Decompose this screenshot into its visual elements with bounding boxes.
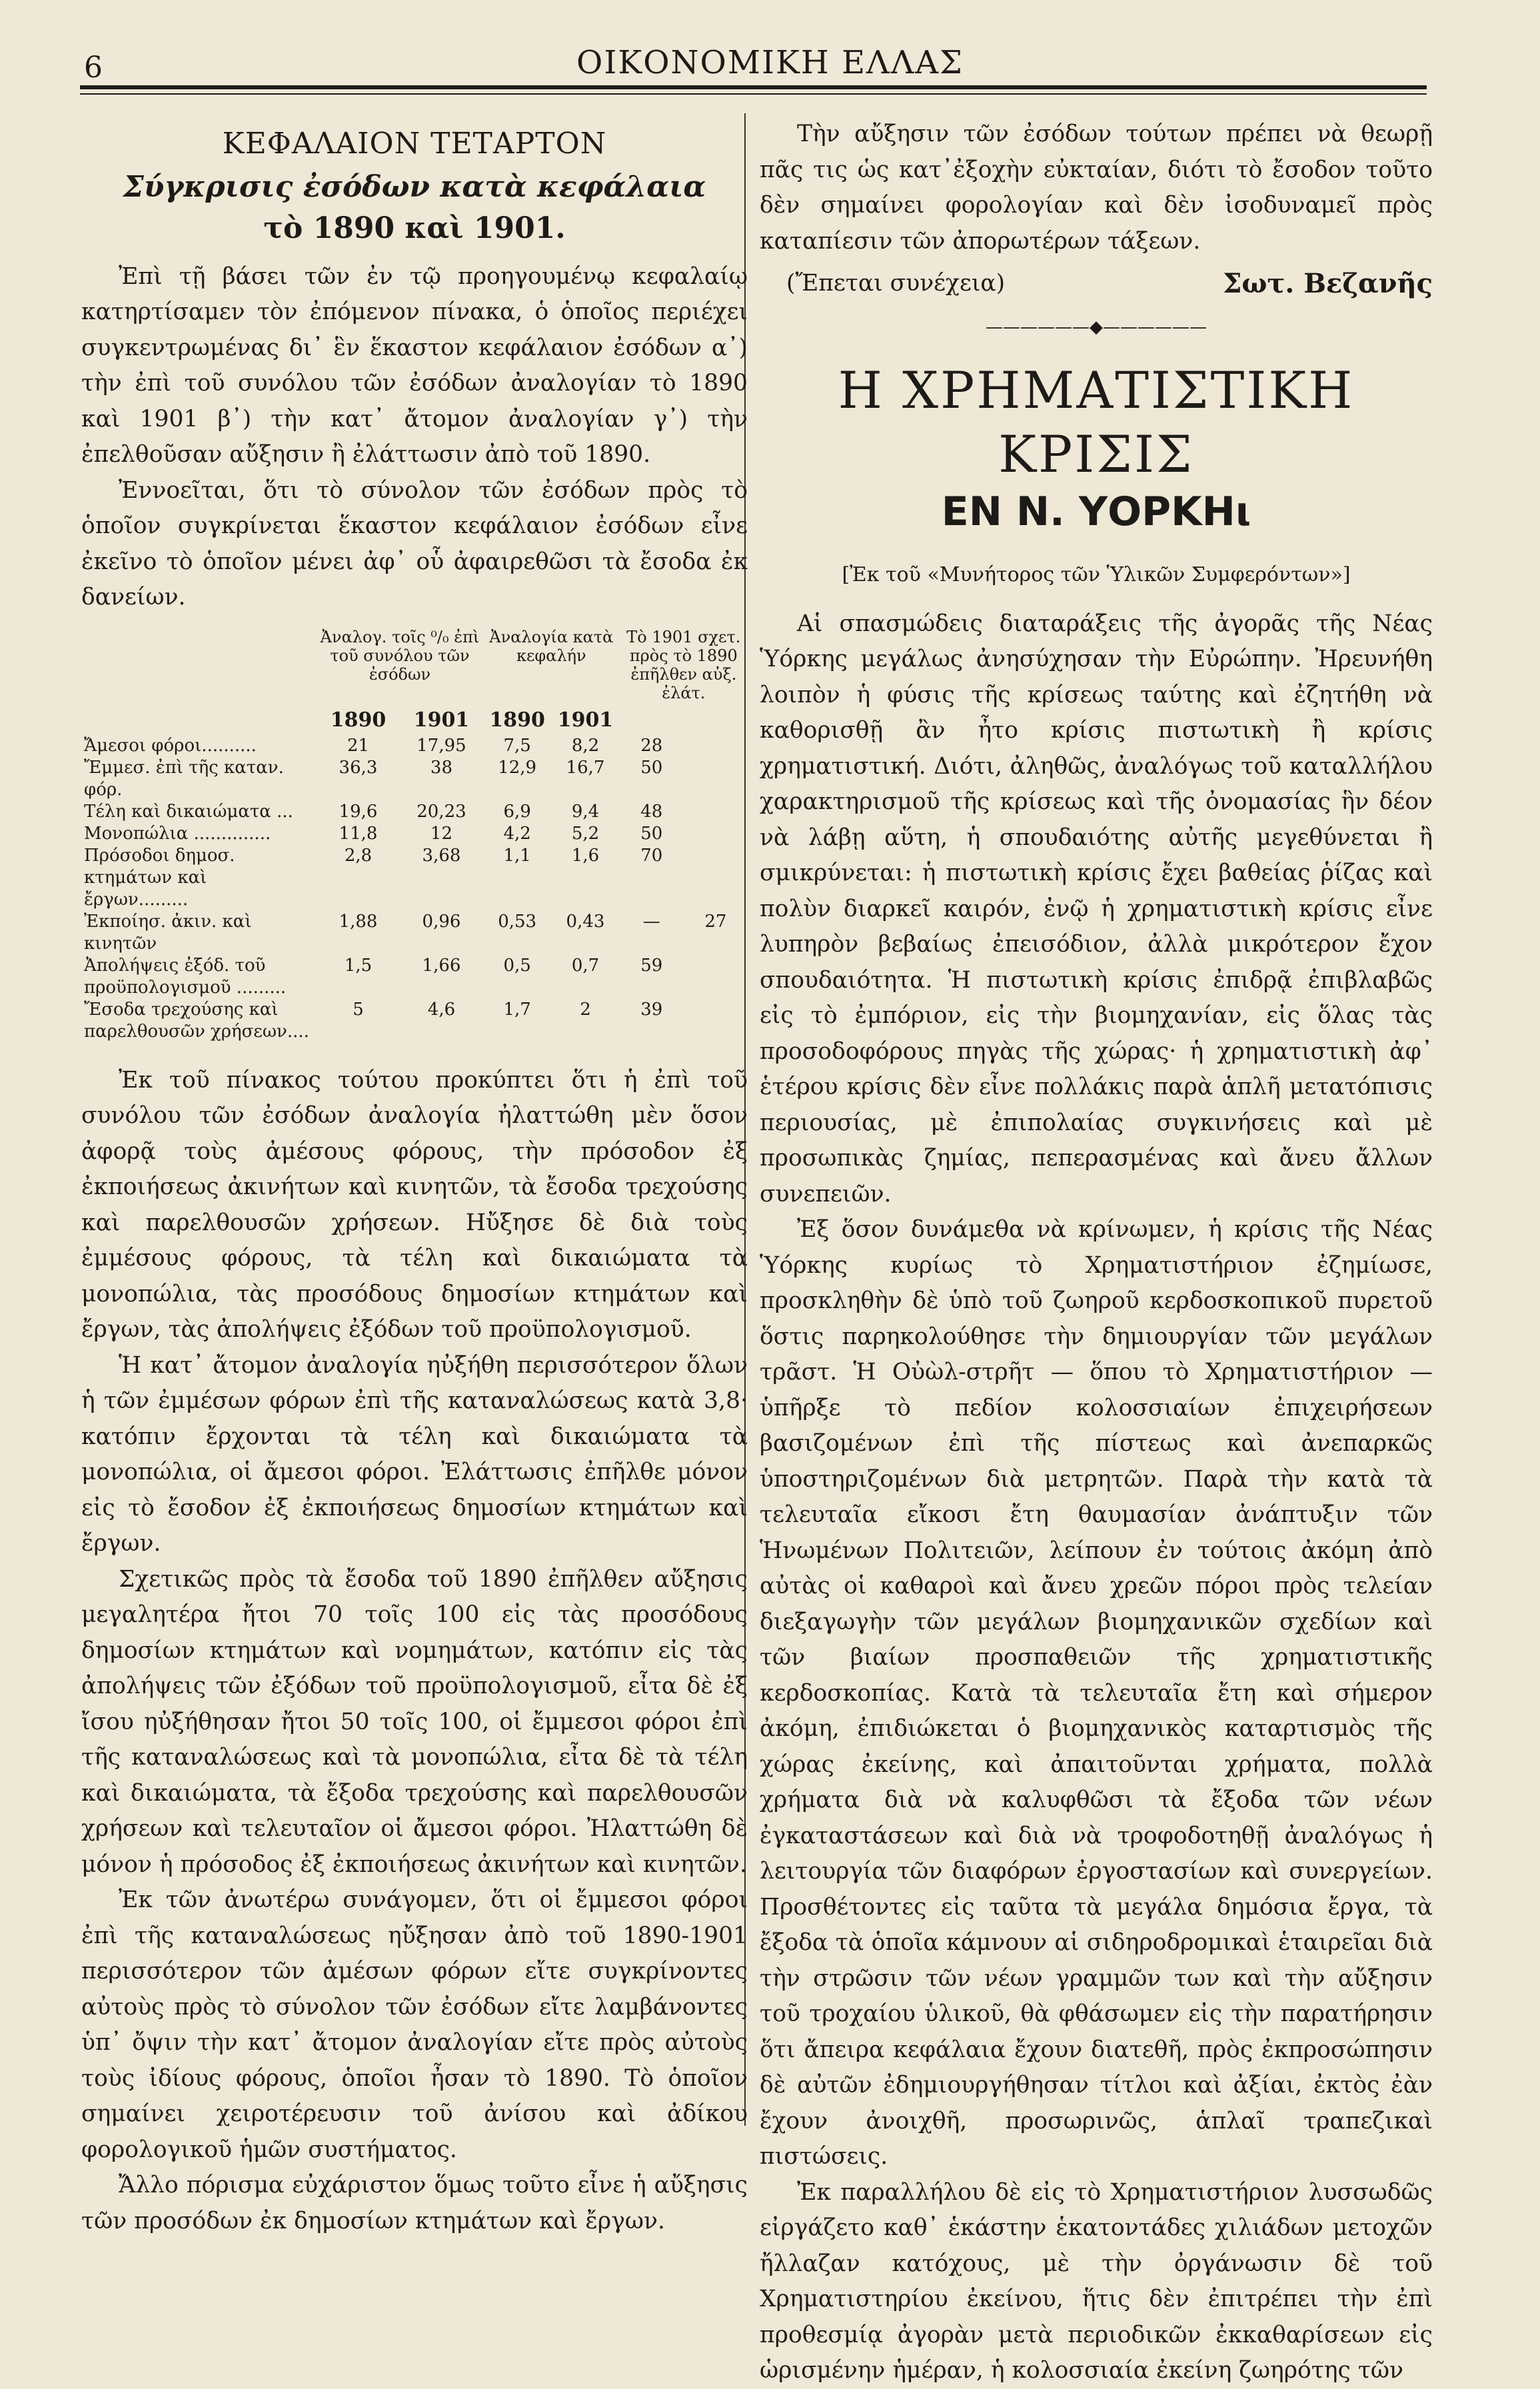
table-year: 1901 (413, 708, 470, 732)
table-cell: 38 (430, 757, 453, 778)
table-cell: 19,6 (339, 801, 378, 822)
table-cell: 0,5 (503, 955, 531, 976)
table-cell: 59 (640, 955, 663, 976)
table-cell: 28 (640, 735, 663, 756)
signature-line (760, 266, 1433, 302)
revenue-comparison-table (81, 628, 748, 1043)
author-signature: Σωτ. Βεζανῆς (1223, 268, 1433, 299)
table-cell: 0,96 (422, 911, 461, 932)
paragraph: Ἐκ παραλλήλου δὲ εἰς τὸ Χρηματιστήριον λυσσωδῶς εἰργάζετο καθ᾽ ἑκάστην ἑκατοντάδες χιλιάδων μετοχῶν ἤλλαζαν κατόχους, μὲ τὴν ὀργάνωσιν δὲ τοῦ Χρηματιστηρίου ἐκείνου, ἥτις δὲν ἐπιτρέπει τὴν ἐπὶ προθεσμίᾳ ἀγορὰν μετὰ περιοδικῶν ἐκκαθαρίσεων εἰς ὡρισμένην ἡμέραν, ἡ κολοσσιαία ἐκείνη ζωηρότης τῶν (760, 2178, 1433, 2384)
table-row (81, 823, 748, 845)
table-cell: 48 (640, 801, 663, 822)
table-cell: 1,7 (503, 999, 531, 1020)
table-cell: 12,9 (498, 757, 537, 778)
table-cell: 1,88 (339, 911, 378, 932)
paragraph: Ἄλλο πόρισμα εὐχάριστον ὅμως τοῦτο εἶνε ἡ αὔξησις τῶν προσόδων ἐκ δημοσίων κτημάτων καὶ ἔργων. (81, 2172, 748, 2234)
table-cell: 50 (640, 757, 663, 778)
table-col-head: Ἀναλογία κατὰ κεφαλήν (489, 627, 614, 665)
paragraph: Ἐξ ὅσον δυνάμεθα νὰ κρίνωμεν, ἡ κρίσις τῆς Νέας Ὑόρκης κυρίως τὸ Χρηματιστήριον ἐζημίωσε, προσκληθὴν δὲ ὑπὸ τοῦ ζωηροῦ κερδοσκοπικοῦ πυρετοῦ ὅστις παρηκολούθησε τὴν δημιουργίαν τῶν μεγάλων τρᾶστ. Ἡ Οὐὼλ-στρῆτ — ὅπου τὸ Χρηματιστήριον — ὑπῆρξε τὸ πεδίον κολοσσιαίων ἐπιχειρήσεων βασιζομένων ἐπὶ τῆς πίστεως καὶ ἀνεπαρκῶς ὑποστηριζομένων διὰ μετρητῶν. Παρὰ τὴν κατὰ τὰ τελευταῖα εἴκοσι ἔτη θαυμασίαν ἀνάπτυξιν τῶν Ἡνωμένων Πολιτειῶν, λείπουν ἐν τούτοις ἀκόμη ἀπὸ αὐτὰς οἱ καθαροὶ καὶ ἄνευ χρεῶν πόροι πρὸς τελείαν διεξαγωγὴν τῶν μεγάλων βιομηχανικῶν σχεδίων καὶ τῶν βιαίων προσπαθειῶν τῆς χρηματιστικῆς κερδοσκοπίας. Κατὰ τὰ τελευταῖα ἔτη καὶ σήμερον ἀκόμη, ἐπιδιώκεται ὁ βιομηχανικὸς καταρτισμὸς τῆς χώρας ἐκείνης, καὶ ἀπαιτοῦνται χρήματα, πολλὰ χρήματα διὰ νὰ καλυφθῶσι τὰ ἔξοδα τῶν νέων ἐγκαταστάσεων καὶ διὰ νὰ τροφοδοτηθῇ ἀναλόγως ἡ λειτουργία τῶν διαφόρων ἐργοστασίων καὶ συνεργείων. Προσθέτοντες εἰς ταῦτα τὰ μεγάλα δημόσια ἔργα, τὰ ἔξοδα τὰ ὁποῖα κάμνουν αἱ σιδηροδρομικαὶ ἑταιρεῖαι διὰ τὴν στρῶσιν τῶν νέων γραμμῶν των καὶ τὴν αὔξησιν τοῦ τροχαίου ὑλικοῦ, θὰ φθάσωμεν εἰς τὴν παρατήρησιν ὅτι ἄπειρα κεφάλαια ἔχουν διατεθῆ, πρὸς ἐκπροσώπησιν δὲ αὐτῶν ἐδημιουργήθησαν τίτλοι καὶ ἀξίαι, ἐκτὸς ἐὰν ἔχουν ἀνοιχθῆ, προσωρινῶς, ἁπλαῖ τραπεζικαὶ πιστώσεις. (760, 1216, 1433, 2170)
table-cell: 16,7 (566, 757, 605, 778)
paragraph: Ἡ κατ᾽ ἄτομον ἀναλογία ηὐξήθη περισσότερον ὅλων ἡ τῶν ἐμμέσων φόρων ἐπὶ τῆς καταναλώσεως κατὰ 3,8· κατόπιν ἔρχονται τὰ τέλη καὶ δικαιώματα τὰ μονοπώλια, οἱ ἄμεσοι φόροι. Ἐλάττωσις ἐπῆλθε μόνον εἰς τὸ ἔσοδον ἐξ ἐκποιήσεως δημοσίων κτημάτων καὶ ἔργων. (81, 1351, 748, 1557)
paragraph: Σχετικῶς πρὸς τὰ ἔσοδα τοῦ 1890 ἐπῆλθεν αὔξησις μεγαλητέρα ἤτοι 70 τοῖς 100 εἰς τὰς προσόδους δημοσίων κτημάτων καὶ νομημάτων, κατόπιν εἰς τὰς ἀπολήψεις τῶν ἐξόδων τοῦ προϋπολογισμοῦ, εἶτα δὲ ἐξ ἴσου ηὐξήθησαν ἤτοι 50 τοῖς 100, οἱ ἔμμεσοι φόροι ἐπὶ τῆς καταναλώσεως καὶ τὰ μονοπώλια, εἶτα δὲ τὰ τέλη καὶ δικαιώματα, τὰ ἔξοδα τρεχούσης καὶ παρελθουσῶν χρήσεων καὶ τελευταῖον οἱ ἄμεσοι φόροι. Ἠλαττώθη δὲ μόνον ἡ πρόσοδος ἐξ ἐκποιήσεως ἀκινήτων καὶ κινητῶν. (81, 1565, 748, 1878)
table-year: 1890 (489, 708, 545, 732)
continued-note: (Ἔπεται συνέχεια) (786, 270, 1006, 297)
table-cell: 0,43 (566, 911, 605, 932)
table-cell: 6,9 (503, 801, 531, 822)
table-cell: 39 (640, 999, 663, 1020)
header-rule (80, 85, 1427, 89)
table-cell: 0,53 (498, 911, 537, 932)
table-cell (684, 999, 748, 1043)
article-title: Η ΧΡΗΜΑΤΙΣΤΙΚΗ ΚΡΙΣΙΣ (838, 361, 1355, 484)
table-cell (684, 735, 748, 757)
table-cell: 3,68 (422, 845, 461, 866)
table-cell: 7,5 (503, 735, 531, 756)
table-year: 1901 (557, 708, 614, 732)
paragraph: Ἐκ τοῦ πίνακος τούτου προκύπτει ὅτι ἡ ἐπὶ τοῦ συνόλου τῶν ἐσόδων ἀναλογία ἠλαττώθη μὲν ὅσον ἀφορᾷ τοὺς ἀμέσους φόρους, τὴν πρόσοδον ἐξ ἐκποιήσεως ἀκινήτων καὶ κινητῶν, τὰ ἔσοδα τρεχούσης καὶ παρελθουσῶν χρήσεων. Ηὔξησε δὲ διὰ τοὺς ἐμμέσους φόρους, τὰ τέλη καὶ δικαιώματα τὰ μονοπώλια, τὰς προσόδους δημοσίων κτημάτων καὶ ἔργων, τὰς ἀπολήψεις ἐξόδων τοῦ προϋπολογισμοῦ. (81, 1066, 748, 1343)
table-cell: 2 (580, 999, 591, 1020)
table-year: 1890 (330, 708, 386, 732)
table-row (81, 911, 748, 955)
table-row-label: Ἐκποίησ. ἀκιν. καὶ κινητῶν (84, 911, 252, 954)
table-row-label: Ἔσοδα τρεχούσης καὶ παρελθουσῶν χρήσεων.... (84, 999, 309, 1042)
table-cell: — (642, 911, 660, 932)
table-row-label: Τέλη καὶ δικαιώματα ... (84, 801, 293, 822)
chapter-title: ΚΕΦΑΛΑΙΟΝ ΤΕΤΑΡΤΟΝ (222, 127, 607, 161)
article-title-sub: ΕΝ Ν. ΥΟΡΚΗι (941, 488, 1251, 535)
table-cell: 2,8 (344, 845, 373, 866)
table-row-label: Ἀπολήψεις ἐξόδ. τοῦ προϋπολογισμοῦ ......... (84, 955, 287, 998)
paragraph: Αἱ σπασμώδεις διαταράξεις τῆς ἀγορᾶς τῆς Νέας Ὑόρκης μεγάλως ἀνησύχησαν τὴν Εὐρώπην. Ἠρευνήθη λοιπὸν ἡ φύσις τῆς κρίσεως ταύτης καὶ ἐζητήθη νὰ καθορισθῇ ἂν ἦτο κρίσις πιστωτικὴ ἢ κρίσις χρηματιστική. Διότι, ἀληθῶς, ἀναλόγως τοῦ καταλλήλου χαρακτηρισμοῦ τῆς κρίσεως καὶ τῆς ὀνομασίας ἣν δέον νὰ λάβῃ αὕτη, ἡ σπουδαιότης αὐτῆς μεγεθύνεται ἢ σμικρύνεται: ἡ πιστωτικὴ κρίσις ἔχει βαθείας ῥίζας καὶ πολὺν διαρκεῖ καιρόν, ἐνῷ ἡ χρηματιστικὴ κρίσις εἶνε λυπηρὸν βεβαίως ἐπεισόδιον, ἀλλὰ μικρότερον ἔχον σπουδαιότητα. Ἡ πιστωτικὴ κρίσις ἐπιδρᾷ ἐπιβλαβῶς εἰς τὸ ἐμπόριον, εἰς τὴν βιομηχανίαν, εἰς ὅλας τὰς προσοδοφόρους πηγὰς τῆς χώρας· ἡ χρηματιστικὴ ἀφ᾽ ἑτέρου κρίσις δὲν εἶνε πολλάκις παρὰ ἁπλῆ μετατόπισις περιουσίας, μὲ ἐπιπολαίας συγκινήσεις καὶ μὲ προσωπικὰς ζημίας, πεπερασμένας καὶ ἄνευ ἄλλων συνεπειῶν. (760, 610, 1433, 1207)
header-rule-thin (80, 93, 1427, 95)
table-cell: 5,2 (571, 823, 600, 844)
paragraph: Ἐπὶ τῇ βάσει τῶν ἐν τῷ προηγουμένῳ κεφαλαίῳ κατηρτίσαμεν τὸν ἐπόμενον πίνακα, ὁ ὁποῖος περιέχει συγκεντρωμένας δι᾽ ἓν ἕκαστον κεφάλαιον ἐσόδων α᾽) τὴν ἐπὶ τοῦ συνόλου τῶν ἐσόδων ἀναλογίαν τὸ 1890 καὶ 1901 β᾽) τὴν κατ᾽ ἄτομον ἀναλογίαν γ᾽) τὴν ἐπελθοῦσαν αὔξησιν ἢ ἐλάττωσιν ἀπὸ τοῦ 1890. (81, 263, 748, 468)
table-col-head: Ἀναλογ. τοῖς ⁰/₀ ἐπὶ τοῦ συνόλου τῶν ἐσόδων (320, 627, 480, 684)
paragraph: Ἐννοεῖται, ὅτι τὸ σύνολον τῶν ἐσόδων πρὸς τὸ ὁποῖον συγκρίνεται ἕκαστον κεφάλαιον ἐσόδων εἶνε ἐκεῖνο τὸ ὁποῖον μένει ἀφ᾽ οὗ ἀφαιρεθῶσι τὰ ἔσοδα ἐκ δανείων. (81, 476, 748, 610)
table-cell (684, 801, 748, 823)
table-cell: 1,66 (422, 955, 461, 976)
table-cell: 70 (640, 845, 663, 866)
ornament-divider: ——————◆—————— (986, 317, 1207, 337)
table-row (81, 735, 748, 757)
table-cell: 0,7 (571, 955, 600, 976)
table-row-label: Μονοπώλια .............. (84, 823, 271, 844)
table-cell: 4,2 (503, 823, 531, 844)
table-cell: 27 (704, 911, 727, 932)
table-row (81, 801, 748, 823)
right-column (760, 117, 1433, 2389)
table-cell: 17,95 (416, 735, 466, 756)
left-column (81, 117, 748, 2239)
chapter-subtitle: Σύγκρισις ἐσόδων κατὰ κεφάλαια (123, 169, 706, 204)
table-cell (684, 955, 748, 999)
table-row (81, 999, 748, 1043)
table-cell (684, 757, 748, 801)
table-col-head: Τὸ 1901 σχετ. πρὸς τὸ 1890 ἐπῆλθεν αὐξ. ἐλάτ. (626, 627, 741, 702)
table-row-label: Ἔμμεσ. ἐπὶ τῆς καταν. φόρ. (84, 757, 284, 800)
table-cell: 1,5 (344, 955, 373, 976)
table-cell: 36,3 (339, 757, 378, 778)
table-row (81, 955, 748, 999)
table-cell: 1,1 (503, 845, 531, 866)
table-cell: 12 (430, 823, 453, 844)
table-row (81, 757, 748, 801)
page-number: 6 (84, 51, 103, 85)
table-cell: 20,23 (416, 801, 466, 822)
running-title: ΟΙΚΟΝΟΜΙΚΗ ΕΛΛΑΣ (576, 44, 964, 81)
chapter-subtitle-years: τὸ 1890 καὶ 1901. (263, 211, 566, 245)
table-cell: 50 (640, 823, 663, 844)
table-cell: 11,8 (339, 823, 378, 844)
paragraph: Ἐκ τῶν ἀνωτέρω συνάγομεν, ὅτι οἱ ἔμμεσοι φόροι ἐπὶ τῆς καταναλώσεως ηὔξησαν ἀπὸ τοῦ 1890-1901 περισσότερον τῶν ἀμέσων φόρων εἴτε συγκρίνοντες αὐτοὺς πρὸς τὸ σύνολον τῶν ἐσόδων εἴτε λαμβάνοντες ὑπ᾽ ὄψιν τὴν κατ᾽ ἄτομον ἀναλογίαν εἴτε πρὸς αὐτοὺς τοὺς ἰδίους φόρους, ὁποῖοι ἦσαν τὸ 1890. Τὸ ὁποῖον σημαίνει χειροτέρευσιν τοῦ ἀνίσου καὶ ἀδίκου φορολογικοῦ ἡμῶν συστήματος. (81, 1887, 748, 2163)
table-cell: 21 (347, 735, 370, 756)
table-row-label: Πρόσοδοι δημοσ. κτημάτων καὶ ἔργων......... (84, 845, 235, 910)
table-row (81, 845, 748, 911)
table-cell (684, 823, 748, 845)
table-cell: 9,4 (571, 801, 600, 822)
paragraph: Τὴν αὔξησιν τῶν ἐσόδων τούτων πρέπει νὰ θεωρῇ πᾶς τις ὡς κατ᾽ἐξοχὴν εὐκταίαν, διότι τὸ ἔσοδον τοῦτο δὲν σημαίνει φορολογίαν καὶ δὲν ἰσοδυναμεῖ πρὸς καταπίεσιν τῶν ἀπορωτέρων τάξεων. (760, 121, 1433, 255)
table-cell (684, 845, 748, 911)
table-cell: 5 (353, 999, 364, 1020)
table-cell: 8,2 (571, 735, 600, 756)
table-cell: 4,6 (427, 999, 456, 1020)
article-source: [Ἐκ τοῦ «Μυνήτορος τῶν Ὑλικῶν Συμφερόντων»] (842, 563, 1351, 586)
table-row-label: Ἄμεσοι φόροι.......... (84, 735, 257, 756)
table-cell: 1,6 (571, 845, 600, 866)
